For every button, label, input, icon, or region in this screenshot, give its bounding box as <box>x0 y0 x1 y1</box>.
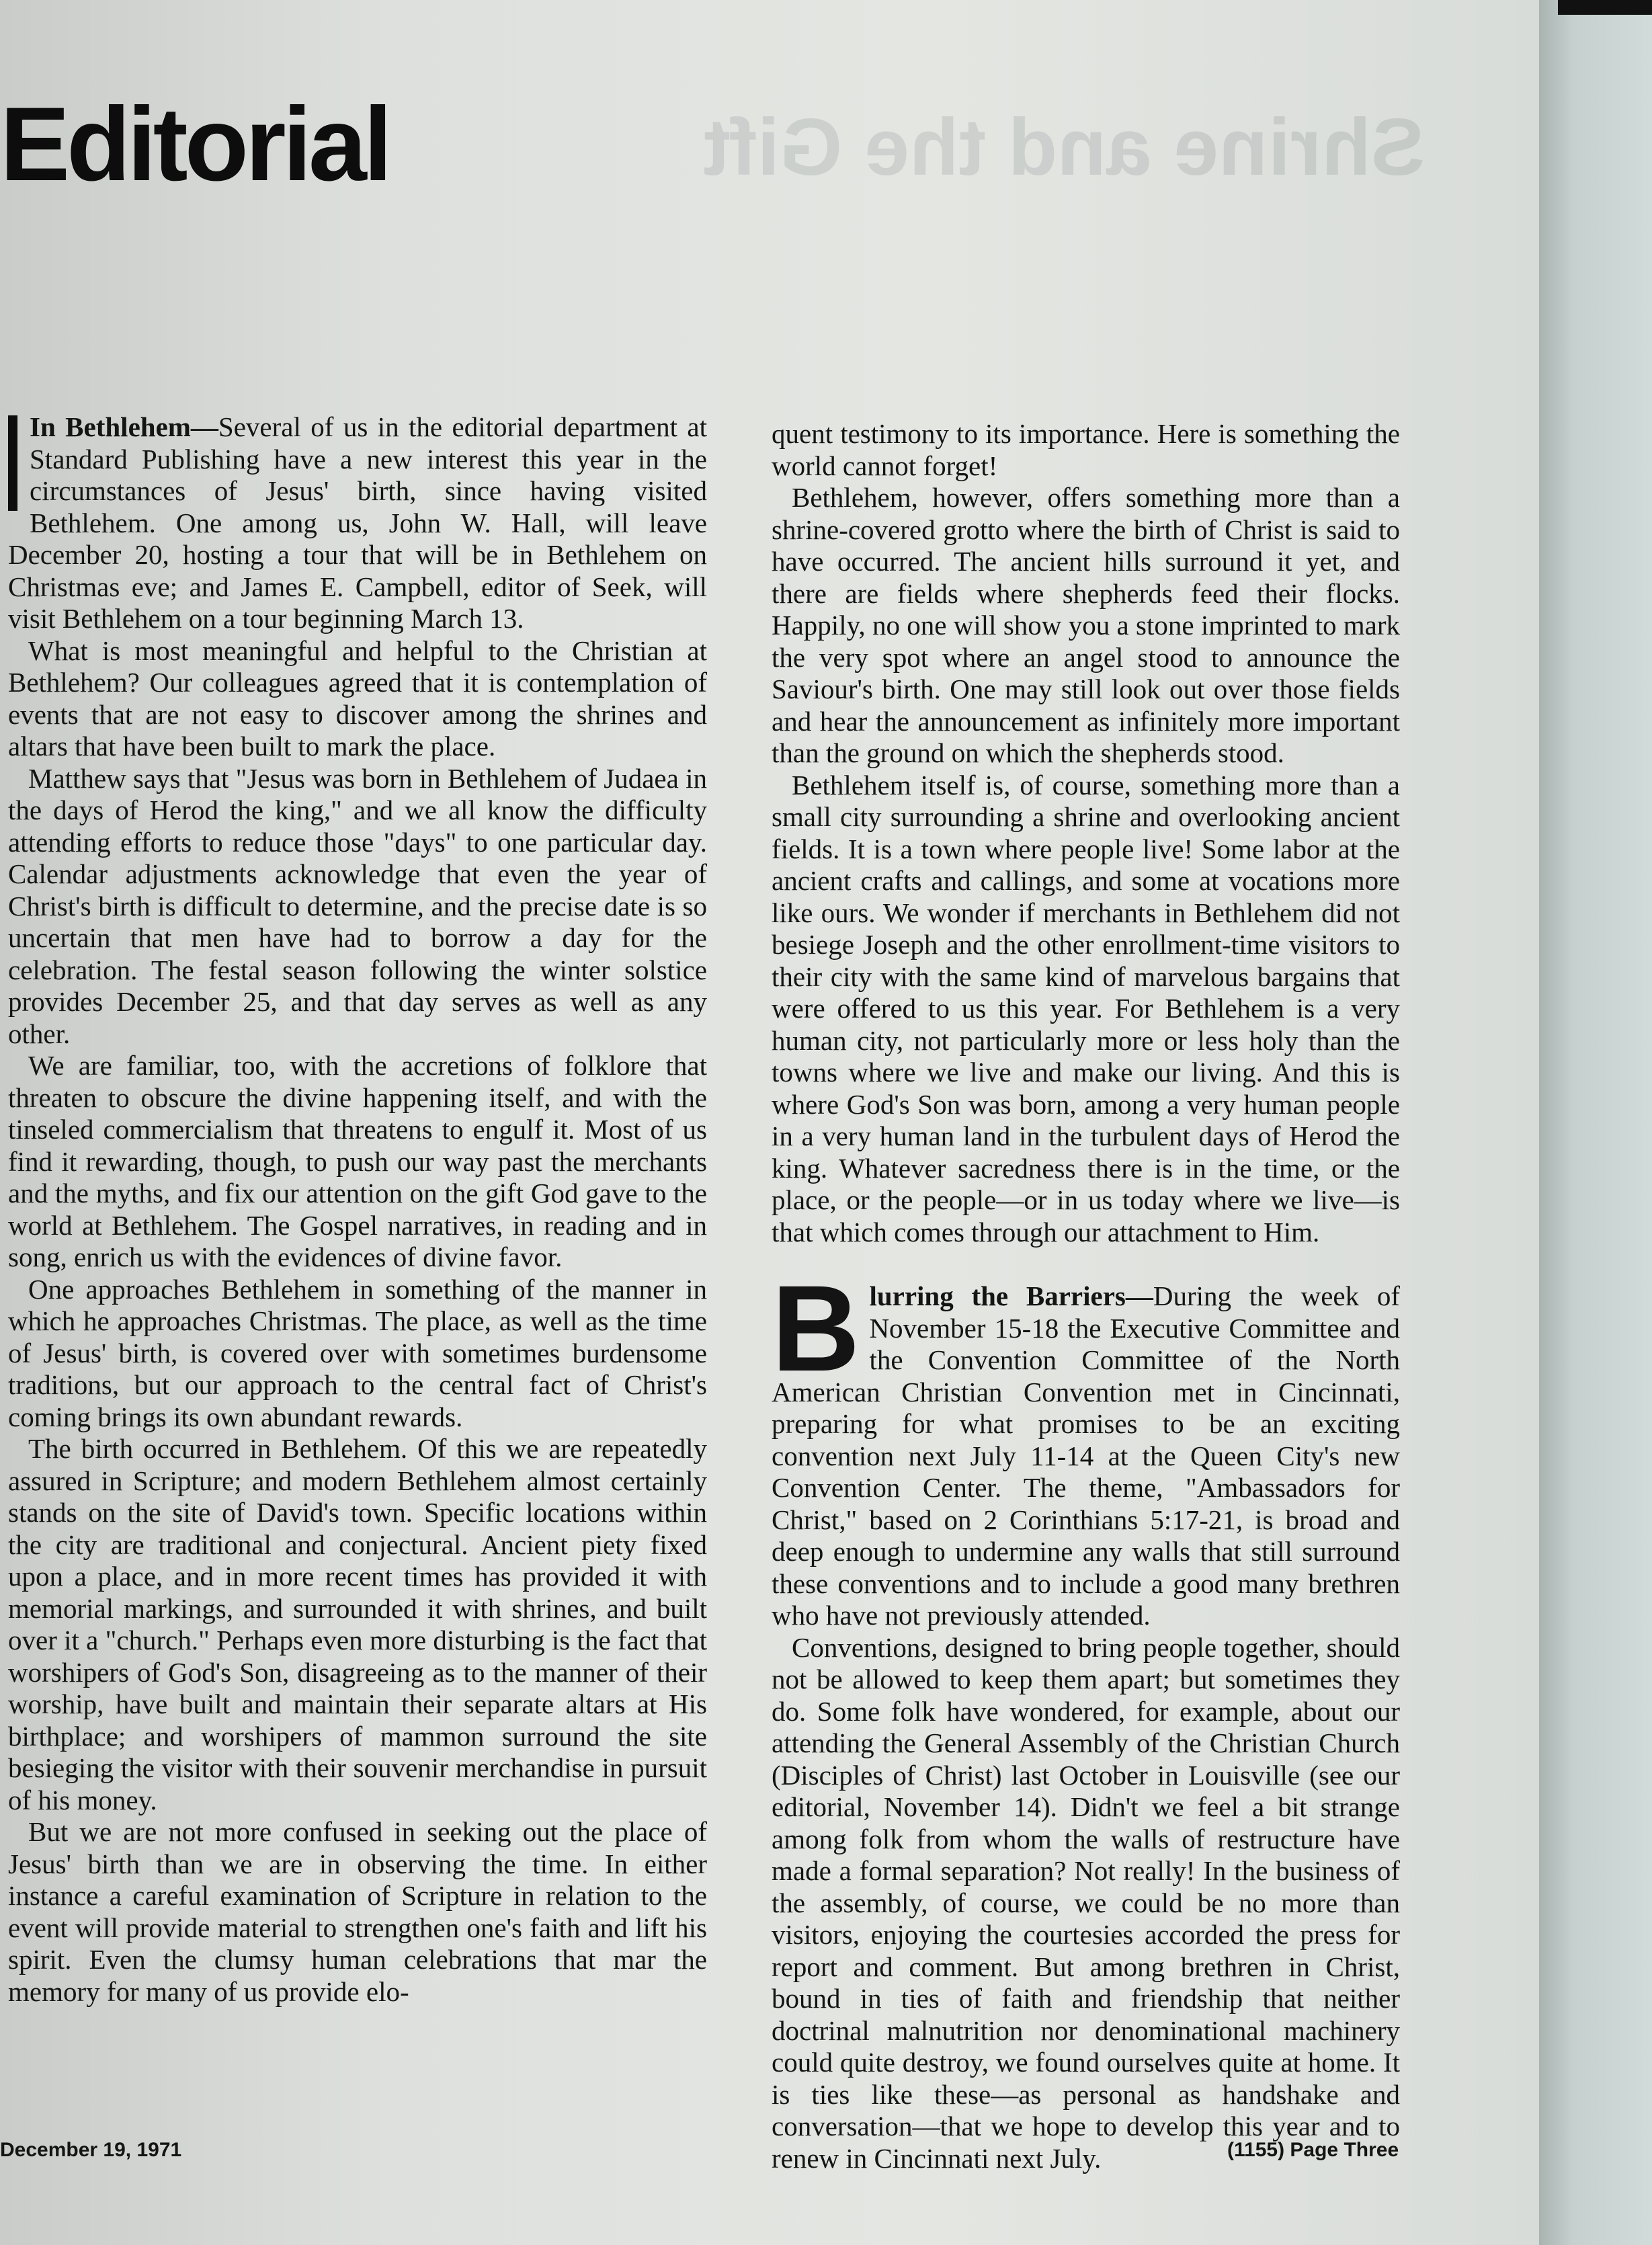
paragraph: One approaches Bethlehem in something of the manner in which he approaches Christmas. The place, as well as the time of Jesus' birth, is covered over with sometimes burdensome traditions, but our approach to the central fact of Christ's coming brings its own abundant rewards. <box>8 1273 707 1432</box>
paragraph: But we are not more confused in seeking out the place of Jesus' birth than we are in observing the time. In either instance a careful examination of Scripture in relation to the event will provide material to strengthen one's faith and lift his spirit. Even the clumsy human celebrations that mar the memory for many of us provide elo- <box>8 1816 707 2007</box>
drop-cap-bar <box>8 415 17 511</box>
right-column <box>772 418 1400 2174</box>
adjacent-page-edge <box>1539 0 1652 2245</box>
section-lead-in: lurring the Barriers— <box>869 1280 1153 1311</box>
paragraph: Bethlehem itself is, of course, something more than a small city surrounding a shrine and overlooking ancient fields. It is a town where people live! Some labor at the ancient crafts and callings, and some at vocations more like ours. We wonder if merchants in Bethlehem did not besiege Joseph and the other enrollment-time visitors to their city with the same kind of marvelous bargains that were offered to us this year. For Bethlehem is a very human city, not particularly more or less holy than the towns where we live and make our living. And this is where God's Son was born, among a very human people in a very human land in the turbulent days of Herod the king. Whatever sacredness there is in the time, or the place, or the people—or in us today where we live—is that which comes through our attachment to Him. <box>772 769 1400 1248</box>
paragraph: The birth occurred in Bethlehem. Of this we are repeatedly assured in Scripture; and modern Bethlehem almost certainly stands on the site of David's town. Specific locations within the city are traditional and conjectural. Ancient piety fixed upon a place, and in more recent times has provided it with memorial markings, and surrounded it with shrines, and built over it a "church." Perhaps even more disturbing is the fact that worshipers of God's Son, disagreeing as to the manner of their worship, have built and maintain their separate altars at His birthplace; and worshipers of mammon surround the site besieging the visitor with their souvenir merchandise in pursuit of his money. <box>8 1433 707 1815</box>
paragraph: What is most meaningful and helpful to the Christian at Bethlehem? Our colleagues agreed that it is contemplation of events that are not easy to discover among the shrines and altars that have been built to mark the place. <box>8 635 707 762</box>
paragraph: We are familiar, too, with the accretions of folklore that threaten to obscure the divine happening itself, and with the tinseled commercialism that threatens to engulf it. Most of us find it rewarding, though, to push our way past the merchants and the myths, and fix our attention on the gift God gave to the world at Bethlehem. The Gospel narratives, in reading and in song, enrich us with the evidences of divine favor. <box>8 1050 707 1272</box>
paragraph-text: During the week of November 15-18 the Executive Committee and the Convention Committee of the North American Christian Convention met in Cincinnati, preparing for what promises to be an exciting convention next July 11-14 at the Queen City's new Convention Center. The theme, "Ambassadors for Christ," based on 2 Corinthians 5:17-21, is broad and deep enough to undermine any walls that still surround these conventions and to include a good many brethren who have not previously attended. <box>772 1280 1400 1631</box>
left-column <box>8 411 707 2008</box>
paragraph <box>772 1260 1400 1632</box>
section-lead-in: In Bethlehem— <box>30 411 218 442</box>
paragraph: Bethlehem, however, offers something more than a shrine-covered grotto where the birth of Christ is said to have occurred. The ancient hills surround it yet, and there are fields where shepherds feed their flocks. Happily, no one will show you a stone imprinted to mark the very spot where an angel stood to announce the Saviour's birth. One may still look out over those fields and hear the announcement as infinitely more important than the ground on which the shepherds stood. <box>772 482 1400 768</box>
paragraph: Conventions, designed to bring people together, should not be allowed to keep them apart; but sometimes they do. Some folk have wondered, for example, about our attending the General Assembly of the Christian Church (Disciples of Christ) last October in Louisville (see our editorial, November 14). Didn't we feel a bit strange among folk from whom the walls of restructure have made a formal separation? Not really! In the business of the assembly, of course, we could be no more than visitors, enjoying the courtesies accorded the press for report and comment. But among brethren in Christ, bound in ties of faith and friendship that neither doctrinal malnutrition nor denominational machinery could quite destroy, we found ourselves quite at home. It is ties like these—as personal as handshake and conversation—that we hope to develop this year and to renew in Cincinnati next July. <box>772 1631 1400 2174</box>
paragraph-text: Several of us in the editorial department at Standard Publishing have a new interest this year in the circumstances of Jesus' birth, since having visited Bethlehem. One among us, John W. Hall, will leave December 20, hosting a tour that will be in Bethlehem on Christmas eve; and James E. Campbell, editor of Seek, will visit Bethlehem on a tour beginning March 13. <box>8 411 707 634</box>
page-title: Editorial <box>0 86 390 203</box>
scan-edge-shadow <box>1558 0 1652 15</box>
paragraph: Matthew says that "Jesus was born in Bethlehem of Judaea in the days of Herod the king," and we all know the difficulty attending efforts to reduce those "days" to one particular day. Calendar adjustments acknowledge that even the year of Christ's birth is difficult to determine, and the precise date is so uncertain that men have had to borrow a day for the celebration. The festal season following the winter solstice provides December 25, and that day serves as well as any other. <box>8 762 707 1049</box>
footer-date: December 19, 1971 <box>0 2139 182 2161</box>
paragraph <box>8 411 707 635</box>
bleed-through-text: Shrine and the Gift <box>703 102 1425 192</box>
paragraph: quent testimony to its importance. Here is something the world cannot forget! <box>772 418 1400 481</box>
drop-cap: B <box>772 1260 860 1397</box>
footer-page-number: (1155) Page Three <box>1227 2139 1399 2161</box>
